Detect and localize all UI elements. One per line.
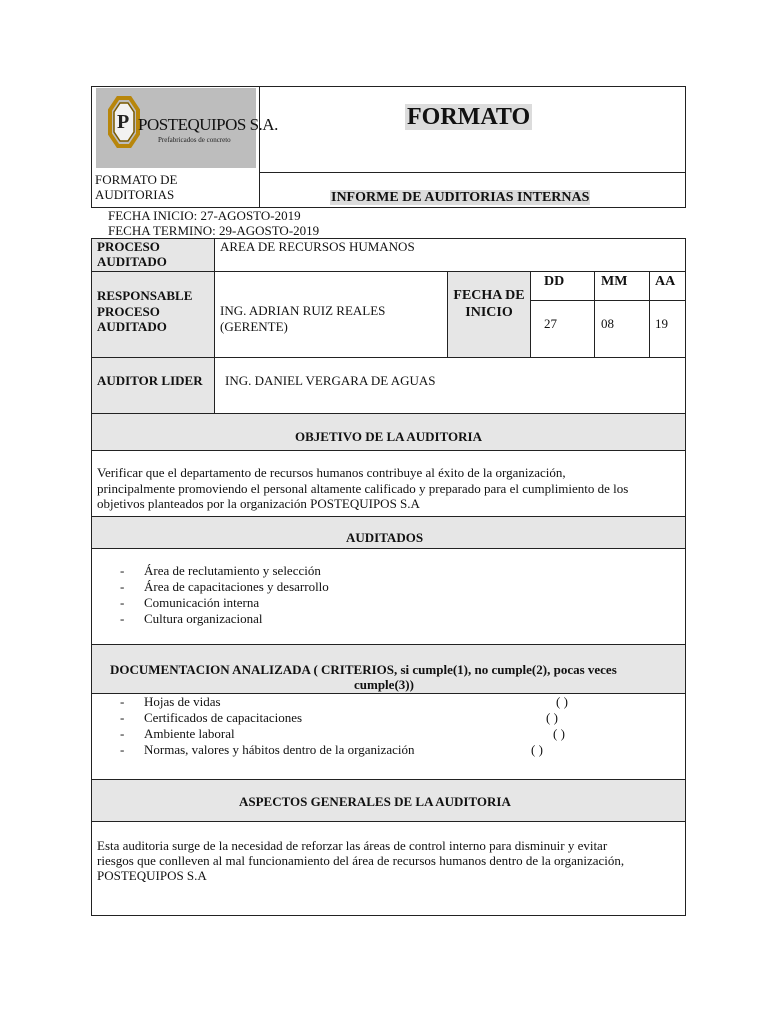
date-label bbox=[452, 288, 526, 321]
process-label bbox=[97, 239, 207, 269]
criteria-field-2[interactable]: ( ) bbox=[546, 710, 558, 725]
audited-heading: AUDITADOS bbox=[346, 530, 424, 545]
header-hdivider bbox=[259, 172, 686, 173]
format-left-label-text: FORMATO DE AUDITORIAS bbox=[95, 172, 178, 202]
responsible-value bbox=[220, 303, 435, 334]
responsible-label bbox=[97, 288, 212, 335]
aa-value: 19 bbox=[655, 316, 668, 331]
aspects-line-3: POSTEQUIPOS S.A bbox=[97, 868, 207, 883]
objective-line-1: Verificar que el departamento de recursos humanos contribuye al éxito de la organización, bbox=[97, 465, 566, 480]
start-date: FECHA INICIO: 27-AGOSTO-2019 bbox=[108, 208, 301, 223]
logo-letter: P bbox=[117, 111, 130, 133]
list-item: - Área de reclutamiento y selección bbox=[120, 563, 321, 578]
list-item: - Ambiente laboral bbox=[120, 726, 235, 741]
aspects-line-2: riesgos que conlleven al mal funcionamiento del área de recursos humanos dentro de la organización, bbox=[97, 853, 625, 868]
mm-value: 08 bbox=[601, 316, 614, 331]
company-logo bbox=[96, 88, 278, 168]
list-item: - Cultura organizacional bbox=[120, 611, 263, 626]
auditor-value: ING. DANIEL VERGARA DE AGUAS bbox=[225, 373, 436, 388]
logo-tagline: Prefabricados de concreto bbox=[158, 136, 231, 144]
auditor-label-text: AUDITOR LIDER bbox=[97, 373, 203, 388]
list-item: - Hojas de vidas bbox=[120, 694, 221, 709]
criteria-field-4[interactable]: ( ) bbox=[531, 742, 543, 757]
responsible-value-text: ING. ADRIAN RUIZ REALES (GERENTE) bbox=[220, 303, 386, 334]
objective-heading: OBJETIVO DE LA AUDITORIA bbox=[295, 429, 482, 444]
aspects-line-1: Esta auditoria surge de la necesidad de reforzar las áreas de control interno para disminuir y evitar bbox=[97, 838, 608, 853]
objective-line-2: principalmente promoviendo el personal altamente calificado y preparado para el cumplimiento de los bbox=[97, 481, 629, 496]
dd-value: 27 bbox=[544, 316, 557, 331]
list-item: - Área de capacitaciones y desarrollo bbox=[120, 579, 329, 594]
process-label-text: PROCESO AUDITADO bbox=[97, 239, 167, 269]
aa-label: AA bbox=[655, 274, 676, 289]
format-title: FORMATO bbox=[407, 104, 531, 130]
docs-heading-line-2: cumple(3)) bbox=[354, 677, 414, 692]
date-label-text: FECHA DE INICIO bbox=[453, 288, 525, 320]
list-item: - Comunicación interna bbox=[120, 595, 260, 610]
end-date: FECHA TERMINO: 29-AGOSTO-2019 bbox=[108, 223, 320, 238]
list-item: - Certificados de capacitaciones bbox=[120, 710, 303, 725]
criteria-field-1[interactable]: ( ) bbox=[556, 694, 568, 709]
report-subtitle: INFORME DE AUDITORIAS INTERNAS bbox=[331, 190, 590, 205]
process-value: AREA DE RECURSOS HUMANOS bbox=[220, 239, 415, 254]
format-left-label bbox=[95, 172, 255, 202]
mm-label: MM bbox=[601, 274, 628, 289]
list-item: - Normas, valores y hábitos dentro de la organización bbox=[120, 742, 415, 757]
docs-list bbox=[120, 694, 480, 758]
aspects-heading: ASPECTOS GENERALES DE LA AUDITORIA bbox=[239, 794, 511, 809]
header-vdivider bbox=[259, 86, 260, 208]
docs-heading-line-1: DOCUMENTACION ANALIZADA ( CRITERIOS, si cumple(1), no cumple(2), pocas veces bbox=[110, 662, 617, 677]
responsible-label-text: RESPONSABLE PROCESO AUDITADO bbox=[97, 288, 193, 334]
objective-line-3: objetivos planteados por la organización POSTEQUIPOS S.A bbox=[97, 496, 420, 511]
auditor-label bbox=[97, 373, 207, 389]
date-header-divider bbox=[530, 300, 686, 301]
dd-label: DD bbox=[544, 274, 565, 289]
audited-list bbox=[120, 563, 520, 627]
criteria-field-3[interactable]: ( ) bbox=[553, 726, 565, 741]
logo-company-name: POSTEQUIPOS S.A. bbox=[138, 115, 278, 134]
